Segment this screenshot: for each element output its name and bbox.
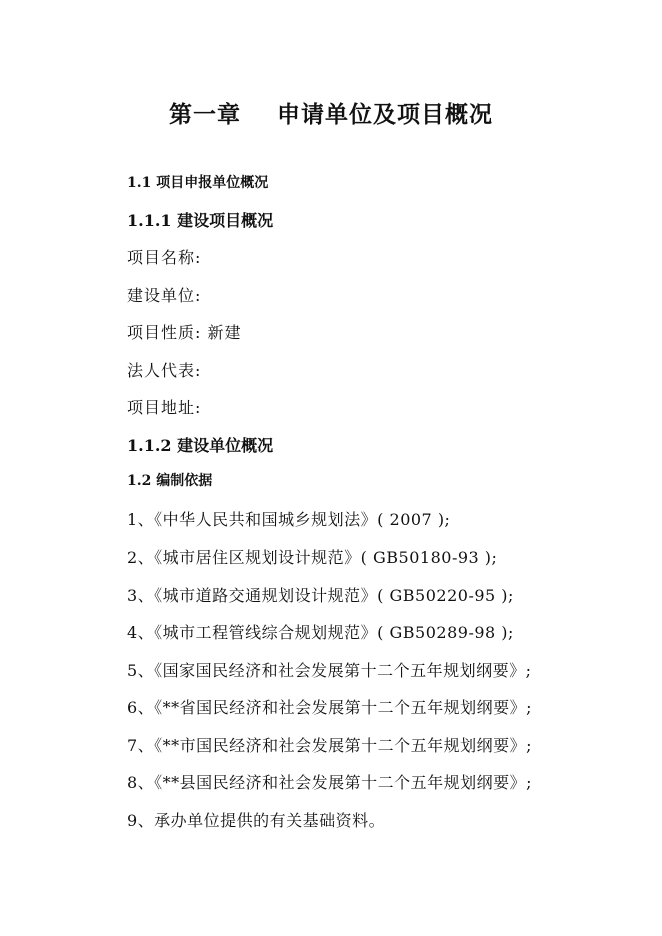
basis-list-item: 7、《**市国民经济和社会发展第十二个五年规划纲要》;	[127, 736, 533, 755]
section-heading-1-1-2: 1.1.2 建设单位概况	[127, 436, 274, 455]
basis-list-item: 1、《中华人民共和国城乡规划法》( 2007 );	[127, 510, 451, 529]
basis-list-item: 5、《国家国民经济和社会发展第十二个五年规划纲要》;	[127, 661, 532, 680]
basis-list-item: 2、《城市居住区规划设计规范》( GB50180-93 );	[127, 548, 498, 567]
section-heading-1-1-1: 1.1.1 建设项目概况	[127, 211, 274, 230]
chapter-title: 第一章 申请单位及项目概况	[168, 102, 494, 128]
section-heading-1-2: 1.2 编制依据	[127, 473, 213, 489]
section-heading-1-1: 1.1 项目申报单位概况	[127, 175, 269, 191]
basis-list-item: 9、承办单位提供的有关基础资料。	[127, 811, 386, 830]
basis-list-item: 8、《**县国民经济和社会发展第十二个五年规划纲要》;	[127, 773, 533, 792]
basis-list-item: 3、《城市道路交通规划设计规范》( GB50220-95 );	[127, 586, 514, 605]
basis-list-item: 6、《**省国民经济和社会发展第十二个五年规划纲要》;	[127, 698, 533, 717]
field-project-nature: 项目性质: 新建	[127, 323, 242, 342]
field-project-name: 项目名称:	[127, 248, 202, 267]
field-construction-unit: 建设单位:	[127, 286, 202, 305]
field-legal-representative: 法人代表:	[127, 361, 202, 380]
field-project-address: 项目地址:	[127, 398, 202, 417]
basis-list-item: 4、《城市工程管线综合规划规范》( GB50289-98 );	[127, 623, 514, 642]
